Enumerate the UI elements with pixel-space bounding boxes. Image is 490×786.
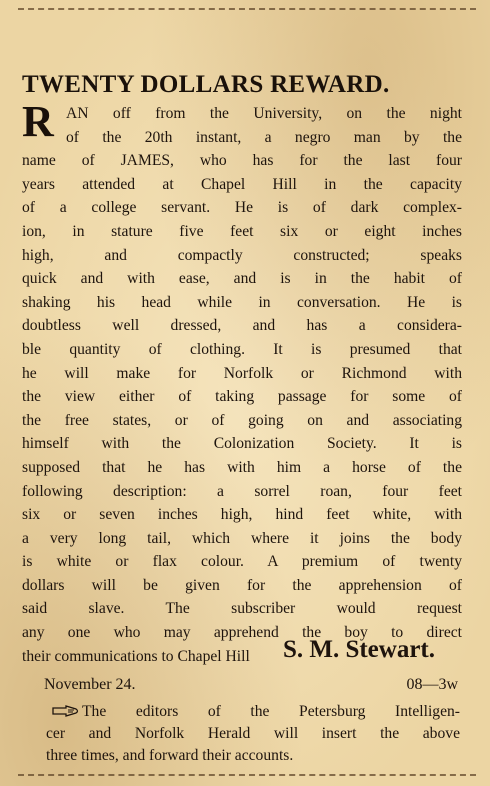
body-line: himself with the Colonization Society. It is	[22, 435, 462, 453]
body-line: is white or flax colour. A premium of twenty	[22, 553, 462, 571]
body-line: following description: a sorrel roan, four feet	[22, 482, 462, 500]
body-line: years attended at Chapel Hill in the capacity	[22, 175, 462, 193]
note-line-text: The editors of the Petersburg Intelligen-	[82, 703, 460, 720]
insertion-code: 08—3w	[406, 676, 458, 693]
body-line: shaking his head while in conversation. He is	[22, 293, 462, 311]
body-line: ble quantity of clothing. It is presumed that	[22, 340, 462, 358]
advertisement-body	[22, 97, 462, 668]
ad-date: November 24.	[44, 676, 136, 693]
body-line: name of JAMES, who has for the last four	[22, 152, 462, 170]
pointing-hand-icon	[52, 705, 80, 717]
advertisement-title: TWENTY DOLLARS REWARD.	[22, 71, 390, 98]
body-line: said slave. The subscriber would request	[22, 600, 462, 618]
note-line	[52, 701, 460, 723]
body-line: supposed that he has with him a horse of the	[22, 458, 462, 476]
body-line: of a college servant. He is of dark complex-	[22, 199, 462, 217]
body-line: dollars will be given for the apprehension of	[22, 576, 462, 594]
body-line: AN off from the University, on the night	[66, 105, 462, 122]
body-line: high, and compactly constructed; speaks	[22, 246, 462, 264]
dateline	[44, 675, 458, 695]
body-line: six or seven inches high, hind feet white, with	[22, 506, 462, 524]
body-line: he will make for Norfolk or Richmond with	[22, 364, 462, 382]
body-line: their communications to Chapel Hill	[22, 647, 250, 665]
bottom-border-rule	[18, 774, 476, 776]
drop-cap: R	[22, 97, 54, 146]
body-line: a very long tail, which where it joins the body	[22, 529, 462, 547]
body-line: quick and with ease, and is in the habit of	[22, 270, 462, 288]
signature: S. M. Stewart.	[282, 636, 435, 663]
note-line: cer and Norfolk Herald will insert the above	[46, 725, 460, 742]
body-line: the view either of taking passage for some of	[22, 388, 462, 406]
note-line: three times, and forward their accounts.	[46, 747, 294, 764]
body-line: of the 20th instant, a negro man by the	[66, 128, 462, 146]
body-line: any one who may apprehend the boy to direct	[22, 624, 462, 642]
body-line: doubtless well dressed, and has a considera-	[22, 317, 462, 335]
top-border-rule	[18, 8, 476, 10]
body-line: ion, in stature five feet six or eight inches	[22, 222, 462, 240]
body-line: the free states, or of going on and associating	[22, 411, 462, 429]
